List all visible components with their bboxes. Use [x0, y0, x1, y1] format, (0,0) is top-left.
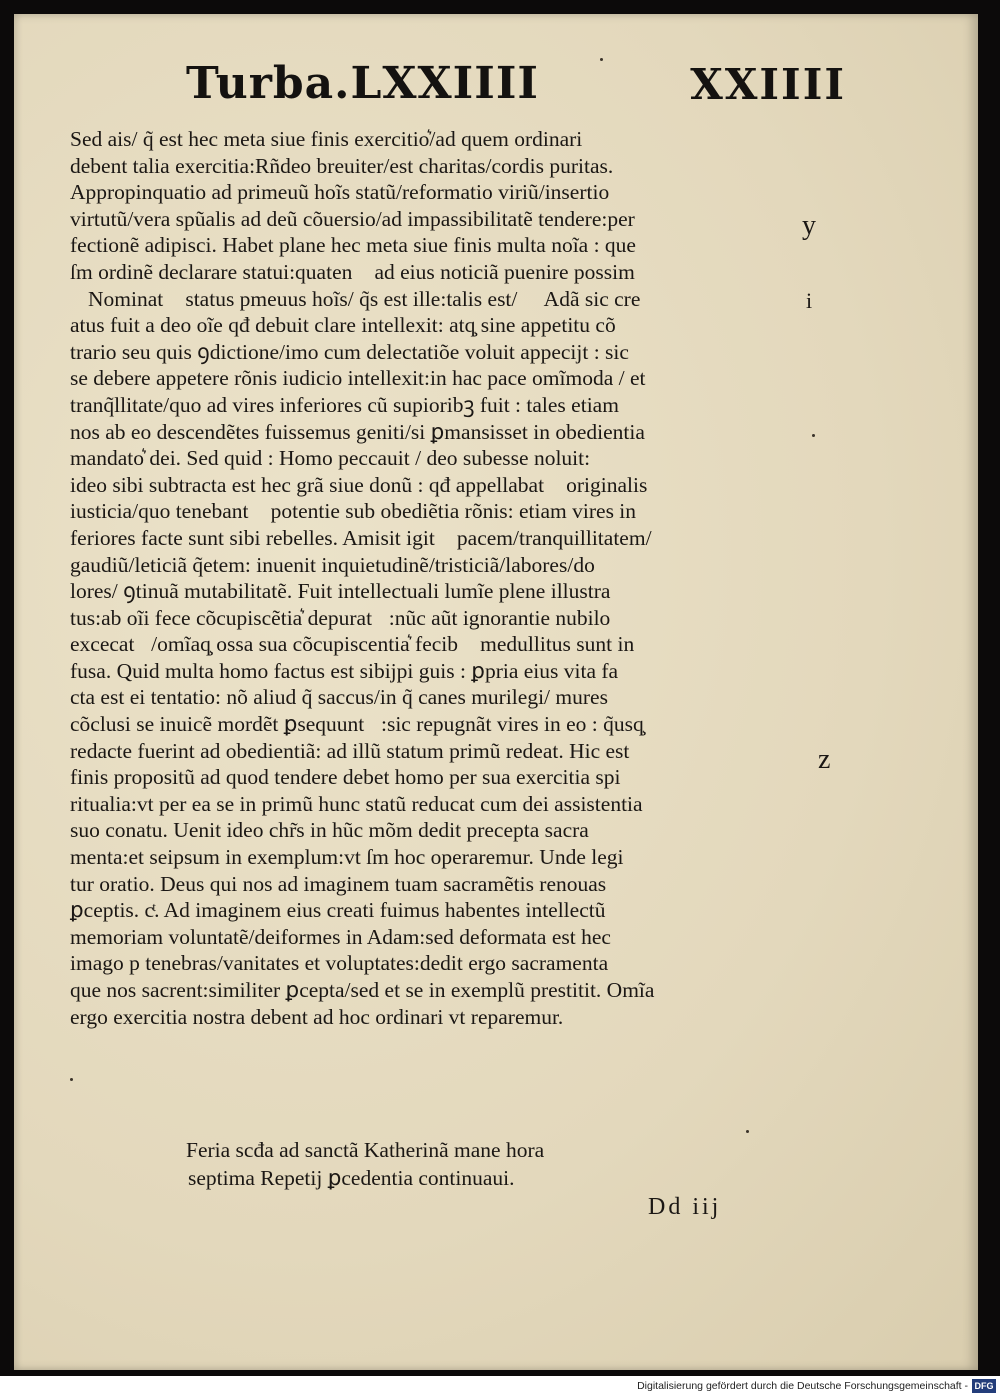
text-line: debent talia exercitia:Rñdeo breuiter/est charitas/cordis puritas. — [70, 153, 614, 178]
text-line: suo conatu. Uenit ideo chr̃s in hũc mõm dedit precepta sacra — [70, 818, 589, 843]
ink-speck — [70, 1078, 73, 1081]
text-line: mandato͛ dei. Sed quid : Homo peccauit / deo subesse noluit: — [70, 446, 591, 471]
text-line: cõclusi se inuicẽ mordẽt ꝑsequunt᷑:sic repugnãt vires in eo : q̃usq̧ — [70, 712, 644, 737]
margin-signature-y: y — [802, 210, 816, 241]
ink-speck — [746, 1130, 749, 1133]
text-line: ideo sibi subtracta est hec grã siue donũ : qđ appellabat᷑ originalis — [70, 472, 648, 497]
text-line: redacte fuerint ad obedientiã: ad illũ statum primũ redeat. Hic est — [70, 738, 630, 763]
quire-signature: Dd iij — [648, 1194, 722, 1220]
text-line: ergo exercitia nostra debent ad hoc ordinari vt reparemur. — [70, 1004, 564, 1029]
text-line: nos ab eo descendẽtes fuissemus geniti/si ꝑmansisset in obedientia — [70, 419, 645, 444]
book-page — [14, 14, 978, 1370]
text-line: tur oratio. Deus qui nos ad imaginem tuam sacramẽtis renouas — [70, 871, 607, 896]
running-title: Turba.LXXIIII — [186, 58, 540, 109]
text-line: que nos sacrent:similiter ꝑcepta/sed et se in exemplũ prestitit. Omĩa — [70, 978, 655, 1002]
text-line: iusticia/quo tenebant᷑ potentie sub obediẽtia rõnis: etiam vires in — [70, 499, 637, 524]
text-line: ꝑceptis. cͭ. Ad imaginem eius creati fuimus habentes intellectũ — [70, 898, 606, 923]
footer-bar — [0, 1376, 1000, 1397]
text-line: virtutũ/vera spũalis ad deũ cõuersio/ad impassibilitatẽ tendere:per — [70, 206, 635, 231]
dfg-logo: DFG — [972, 1379, 996, 1393]
page-header — [186, 58, 846, 122]
ink-speck — [812, 434, 815, 437]
text-line: memoriam voluntatẽ/deiformes in Adam:sed deformata est hec — [70, 924, 611, 949]
text-line: cta est ei tentatio: nõ aliud q̃ saccus/in q̃ canes murilegi/ mures — [70, 685, 608, 710]
text-line: menta:et seipsum in exemplum:vt ſm hoc operaremur. Unde legi — [70, 845, 624, 870]
text-line: finis propositũ ad quod tendere debet homo per sua exercitia spi — [70, 765, 621, 790]
text-line: atus fuit a deo oĩe qđ debuit clare intellexit: atq̧ sine appetitu cõ — [70, 313, 616, 338]
text-line: Nominat᷑ status pmeuus hoĩs/ q̃s est ille:talis est/ ꝙ Adã sic cre — [88, 286, 641, 311]
section-heading — [186, 1136, 706, 1192]
main-text-block — [70, 126, 813, 1030]
margin-signature-z: z — [818, 744, 831, 775]
text-line: feriores facte sunt sibi rebelles. Amisit igit᷑ pacem/tranquillitatem/ — [70, 525, 652, 550]
ink-speck — [600, 58, 603, 61]
section-heading-line: septima Repetij ꝑcedentia continuaui. — [188, 1166, 515, 1190]
funding-credit: Digitalisierung gefördert durch die Deutsche Forschungsgemeinschaft - — [637, 1380, 968, 1392]
text-line: gaudiũ/leticiã q̃etem: inuenit inquietudinẽ/tristiciã/labores/do — [70, 552, 595, 577]
text-line: fectionẽ adipisci. Habet plane hec meta siue finis multa noĩa : que — [70, 233, 636, 258]
text-line: ſm ordinẽ declarare statui:quaten᷒ ad eius noticiã puenire possim᷒ — [70, 259, 652, 284]
section-heading-line: Feria scđa ad sanctã Katherinã mane hora — [186, 1138, 545, 1162]
text-line: excecat᷒/omĩaq̧ ossa sua cõcupiscentia͛ fecibꝫ medullitus sunt in — [70, 632, 635, 657]
text-line: fusa. Quid multa homo factus est sibijpi guis : ꝑpria eius vita fa — [70, 658, 619, 683]
text-line: tranq̃llitate/quo ad vires inferiores cũ supioribꝫ fuit : tales etiam — [70, 392, 619, 417]
text-line: imago p tenebras/vanitates et voluptates:dedit ergo sacramenta — [70, 951, 609, 976]
text-line: Appropinquatio ad primeuũ hoĩs statũ/reformatio viriũ/insertio — [70, 180, 610, 205]
text-line: tus:ab oĩi fece cõcupiscẽtia͛ depurat᷒:nũc aũt ignorantie nubilo — [70, 605, 611, 630]
text-line: lores/ ꝯtinuã mutabilitatẽ. Fuit intellectuali lumĩe plene illustra — [70, 579, 611, 604]
folio-number: XXIIII — [690, 60, 846, 109]
text-line: se debere appetere rõnis iudicio intellexit:in hac pace omĩmoda / et — [70, 366, 646, 391]
text-line: trario seu quis ꝯdictione/imo cum delectatiõe voluit appecijt : sic — [70, 339, 629, 364]
text-line: Sed ais/ q̃ est hec meta siue finis exercitio͛/ad quem ordinari — [70, 127, 583, 151]
text-line: ritualia:vt per ea se in primũ hunc statũ reducat cum dei assistentia — [70, 791, 643, 816]
margin-signature-i: i — [806, 288, 813, 313]
